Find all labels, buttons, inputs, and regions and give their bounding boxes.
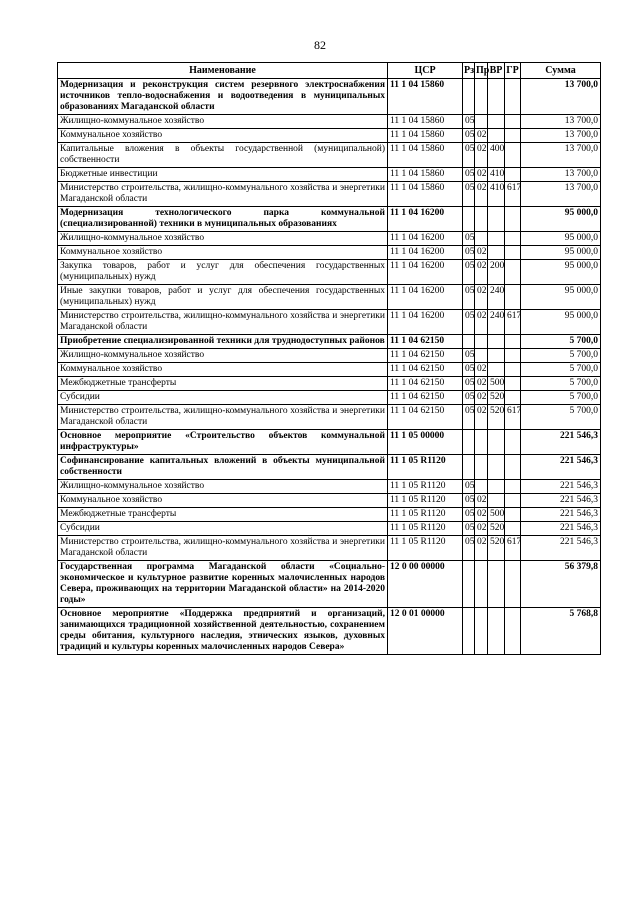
- cell-name: Бюджетные инвестиции: [58, 168, 388, 182]
- cell-name: Модернизация и реконструкция систем резервного электроснабжения источников тепло-водоснабжения и водоотведения в муниципальных образованиях Магаданской области: [58, 79, 388, 115]
- cell-vr: [488, 246, 505, 260]
- cell-rz: 05: [463, 143, 475, 168]
- cell-name: Приобретение специализированной техники для труднодоступных районов: [58, 335, 388, 349]
- cell-name: Министерство строительства, жилищно-коммунального хозяйства и энергетики Магаданской области: [58, 536, 388, 561]
- cell-gr: [505, 561, 521, 608]
- cell-name: Субсидии: [58, 522, 388, 536]
- cell-rz: 05: [463, 405, 475, 430]
- cell-pr: 02: [475, 536, 488, 561]
- cell-vr: 410: [488, 168, 505, 182]
- cell-rz: [463, 561, 475, 608]
- cell-vr: 520: [488, 405, 505, 430]
- cell-name: Коммунальное хозяйство: [58, 246, 388, 260]
- cell-gr: [505, 129, 521, 143]
- table-row: [58, 207, 601, 232]
- cell-gr: [505, 115, 521, 129]
- table-row: [58, 310, 601, 335]
- cell-rz: 05: [463, 377, 475, 391]
- cell-name: Иные закупки товаров, работ и услуг для обеспечения государственных (муниципальных) нужд: [58, 285, 388, 310]
- table-row: [58, 246, 601, 260]
- cell-gr: [505, 455, 521, 480]
- cell-name: Министерство строительства, жилищно-коммунального хозяйства и энергетики Магаданской области: [58, 310, 388, 335]
- cell-pr: 02: [475, 391, 488, 405]
- table-row: [58, 115, 601, 129]
- cell-sum: 5 700,0: [521, 377, 601, 391]
- cell-sum: 13 700,0: [521, 143, 601, 168]
- cell-rz: 05: [463, 480, 475, 494]
- table-row: [58, 377, 601, 391]
- table-row: [58, 608, 601, 655]
- cell-rz: [463, 335, 475, 349]
- cell-sum: 221 546,3: [521, 455, 601, 480]
- cell-gr: 617: [505, 182, 521, 207]
- cell-pr: 02: [475, 143, 488, 168]
- cell-csr: 11 1 04 16200: [388, 207, 463, 232]
- cell-sum: 5 768,8: [521, 608, 601, 655]
- cell-gr: [505, 494, 521, 508]
- cell-rz: 05: [463, 391, 475, 405]
- cell-name: Коммунальное хозяйство: [58, 363, 388, 377]
- table-row: [58, 480, 601, 494]
- header-pr: Пр: [475, 63, 488, 79]
- cell-csr: 11 1 04 15860: [388, 129, 463, 143]
- cell-pr: [475, 207, 488, 232]
- cell-name: Государственная программа Магаданской области «Социально-экономическое и культурное развитие коренных малочисленных народов Севера, проживающих на территории Магаданской области» на 2014-2020 годы»: [58, 561, 388, 608]
- cell-name: Межбюджетные трансферты: [58, 508, 388, 522]
- cell-rz: 05: [463, 536, 475, 561]
- table-row: [58, 143, 601, 168]
- header-sum: Сумма: [521, 63, 601, 79]
- cell-pr: 02: [475, 260, 488, 285]
- cell-rz: 05: [463, 129, 475, 143]
- cell-gr: [505, 349, 521, 363]
- cell-rz: 05: [463, 232, 475, 246]
- cell-vr: [488, 608, 505, 655]
- cell-sum: 221 546,3: [521, 536, 601, 561]
- cell-gr: [505, 168, 521, 182]
- cell-csr: 11 1 04 15860: [388, 143, 463, 168]
- cell-name: Жилищно-коммунальное хозяйство: [58, 349, 388, 363]
- cell-sum: 5 700,0: [521, 363, 601, 377]
- cell-gr: [505, 391, 521, 405]
- cell-sum: 95 000,0: [521, 285, 601, 310]
- cell-vr: [488, 79, 505, 115]
- cell-rz: 05: [463, 508, 475, 522]
- cell-rz: 05: [463, 285, 475, 310]
- header-rz: Рз: [463, 63, 475, 79]
- cell-vr: [488, 349, 505, 363]
- header-gr: ГР: [505, 63, 521, 79]
- cell-vr: [488, 363, 505, 377]
- cell-sum: 221 546,3: [521, 430, 601, 455]
- cell-vr: [488, 480, 505, 494]
- table-row: [58, 349, 601, 363]
- cell-rz: 05: [463, 522, 475, 536]
- table-row: [58, 430, 601, 455]
- cell-gr: [505, 285, 521, 310]
- cell-sum: 13 700,0: [521, 168, 601, 182]
- cell-vr: 240: [488, 285, 505, 310]
- cell-vr: 200: [488, 260, 505, 285]
- budget-table: [57, 62, 601, 655]
- table-row: [58, 79, 601, 115]
- cell-sum: 13 700,0: [521, 129, 601, 143]
- cell-gr: [505, 335, 521, 349]
- cell-csr: 11 1 05 00000: [388, 430, 463, 455]
- cell-sum: 221 546,3: [521, 494, 601, 508]
- cell-csr: 11 1 05 R1120: [388, 536, 463, 561]
- cell-gr: [505, 377, 521, 391]
- cell-sum: 95 000,0: [521, 207, 601, 232]
- cell-name: Субсидии: [58, 391, 388, 405]
- cell-name: Жилищно-коммунальное хозяйство: [58, 115, 388, 129]
- table-row: [58, 129, 601, 143]
- cell-sum: 95 000,0: [521, 232, 601, 246]
- cell-pr: [475, 561, 488, 608]
- header-name: Наименование: [58, 63, 388, 79]
- table-row: [58, 182, 601, 207]
- cell-rz: 05: [463, 363, 475, 377]
- cell-gr: 617: [505, 536, 521, 561]
- cell-csr: 11 1 04 15860: [388, 79, 463, 115]
- cell-gr: [505, 430, 521, 455]
- cell-csr: 11 1 05 R1120: [388, 522, 463, 536]
- cell-sum: 5 700,0: [521, 405, 601, 430]
- cell-vr: 500: [488, 508, 505, 522]
- cell-sum: 95 000,0: [521, 246, 601, 260]
- cell-vr: [488, 455, 505, 480]
- cell-pr: 02: [475, 246, 488, 260]
- table-row: [58, 335, 601, 349]
- cell-name: Жилищно-коммунальное хозяйство: [58, 232, 388, 246]
- cell-name: Софинансирование капитальных вложений в объекты муниципальной собственности: [58, 455, 388, 480]
- cell-pr: [475, 232, 488, 246]
- table-row: [58, 363, 601, 377]
- cell-vr: 500: [488, 377, 505, 391]
- cell-rz: 05: [463, 115, 475, 129]
- cell-pr: 02: [475, 377, 488, 391]
- table-row: [58, 168, 601, 182]
- cell-vr: [488, 129, 505, 143]
- cell-sum: 13 700,0: [521, 115, 601, 129]
- cell-vr: [488, 115, 505, 129]
- cell-name: Межбюджетные трансферты: [58, 377, 388, 391]
- cell-rz: [463, 430, 475, 455]
- cell-rz: [463, 207, 475, 232]
- cell-csr: 11 1 04 62150: [388, 349, 463, 363]
- cell-vr: 240: [488, 310, 505, 335]
- cell-name: Закупка товаров, работ и услуг для обеспечения государственных (муниципальных) нужд: [58, 260, 388, 285]
- cell-gr: [505, 608, 521, 655]
- cell-rz: 05: [463, 182, 475, 207]
- cell-pr: [475, 349, 488, 363]
- cell-rz: 05: [463, 310, 475, 335]
- cell-pr: [475, 115, 488, 129]
- cell-csr: 11 1 04 15860: [388, 168, 463, 182]
- cell-sum: 13 700,0: [521, 182, 601, 207]
- cell-vr: [488, 207, 505, 232]
- cell-name: Модернизация технологического парка коммунальной (специализированной) техники в муниципальных образованиях: [58, 207, 388, 232]
- cell-rz: 05: [463, 246, 475, 260]
- cell-vr: 400: [488, 143, 505, 168]
- cell-gr: [505, 207, 521, 232]
- cell-vr: [488, 561, 505, 608]
- cell-csr: 11 1 04 15860: [388, 182, 463, 207]
- page-number: 82: [314, 38, 326, 52]
- cell-csr: 11 1 04 62150: [388, 335, 463, 349]
- cell-rz: [463, 608, 475, 655]
- cell-rz: 05: [463, 260, 475, 285]
- cell-csr: 11 1 05 R1120: [388, 455, 463, 480]
- cell-csr: 12 0 00 00000: [388, 561, 463, 608]
- table-row: [58, 508, 601, 522]
- table-row: [58, 494, 601, 508]
- cell-sum: 5 700,0: [521, 349, 601, 363]
- cell-name: Основное мероприятие «Строительство объектов коммунальной инфраструктуры»: [58, 430, 388, 455]
- cell-vr: 520: [488, 522, 505, 536]
- cell-csr: 11 1 04 15860: [388, 115, 463, 129]
- cell-gr: [505, 143, 521, 168]
- cell-sum: 56 379,8: [521, 561, 601, 608]
- cell-sum: 221 546,3: [521, 522, 601, 536]
- cell-name: Капитальные вложения в объекты государственной (муниципальной) собственности: [58, 143, 388, 168]
- cell-gr: [505, 508, 521, 522]
- cell-vr: 520: [488, 391, 505, 405]
- cell-sum: 221 546,3: [521, 480, 601, 494]
- cell-sum: 5 700,0: [521, 335, 601, 349]
- table-row: [58, 405, 601, 430]
- cell-rz: [463, 455, 475, 480]
- cell-csr: 11 1 04 16200: [388, 310, 463, 335]
- cell-csr: 11 1 05 R1120: [388, 508, 463, 522]
- cell-csr: 11 1 04 16200: [388, 246, 463, 260]
- cell-vr: [488, 232, 505, 246]
- cell-csr: 11 1 05 R1120: [388, 494, 463, 508]
- header-csr: ЦСР: [388, 63, 463, 79]
- cell-rz: [463, 79, 475, 115]
- cell-name: Министерство строительства, жилищно-коммунального хозяйства и энергетики Магаданской области: [58, 182, 388, 207]
- cell-pr: [475, 79, 488, 115]
- cell-rz: 05: [463, 494, 475, 508]
- cell-pr: [475, 608, 488, 655]
- cell-csr: 11 1 04 62150: [388, 391, 463, 405]
- cell-pr: [475, 480, 488, 494]
- cell-rz: 05: [463, 349, 475, 363]
- cell-vr: 520: [488, 536, 505, 561]
- table-row: [58, 285, 601, 310]
- cell-gr: [505, 480, 521, 494]
- cell-pr: 02: [475, 129, 488, 143]
- cell-sum: 95 000,0: [521, 260, 601, 285]
- table-row: [58, 522, 601, 536]
- cell-name: Основное мероприятие «Поддержка предприятий и организаций, занимающихся традиционной хозяйственной деятельностью, сохранением среды обитания, культурного наследия, этнических языков, духовных традиций и культуры коренных малочисленных народов Севера»: [58, 608, 388, 655]
- cell-pr: 02: [475, 182, 488, 207]
- cell-gr: [505, 522, 521, 536]
- cell-gr: [505, 363, 521, 377]
- table-row: [58, 455, 601, 480]
- cell-pr: 02: [475, 494, 488, 508]
- cell-pr: 02: [475, 508, 488, 522]
- cell-pr: [475, 455, 488, 480]
- cell-pr: 02: [475, 522, 488, 536]
- cell-name: Коммунальное хозяйство: [58, 494, 388, 508]
- cell-csr: 11 1 04 16200: [388, 260, 463, 285]
- cell-pr: [475, 430, 488, 455]
- cell-pr: [475, 335, 488, 349]
- cell-sum: 95 000,0: [521, 310, 601, 335]
- cell-vr: [488, 430, 505, 455]
- header-vr: ВР: [488, 63, 505, 79]
- cell-gr: [505, 260, 521, 285]
- cell-vr: [488, 335, 505, 349]
- cell-name: Жилищно-коммунальное хозяйство: [58, 480, 388, 494]
- cell-pr: 02: [475, 405, 488, 430]
- cell-rz: 05: [463, 168, 475, 182]
- cell-gr: 617: [505, 405, 521, 430]
- cell-gr: 617: [505, 310, 521, 335]
- table-row: [58, 232, 601, 246]
- cell-gr: [505, 232, 521, 246]
- cell-name: Коммунальное хозяйство: [58, 129, 388, 143]
- cell-sum: 13 700,0: [521, 79, 601, 115]
- cell-pr: 02: [475, 285, 488, 310]
- table-row: [58, 561, 601, 608]
- table-header-row: [58, 63, 601, 79]
- table-row: [58, 536, 601, 561]
- cell-csr: 11 1 04 16200: [388, 285, 463, 310]
- cell-csr: 11 1 04 62150: [388, 377, 463, 391]
- cell-gr: [505, 246, 521, 260]
- cell-csr: 11 1 04 62150: [388, 405, 463, 430]
- cell-csr: 11 1 05 R1120: [388, 480, 463, 494]
- cell-csr: 12 0 01 00000: [388, 608, 463, 655]
- cell-sum: 221 546,3: [521, 508, 601, 522]
- cell-name: Министерство строительства, жилищно-коммунального хозяйства и энергетики Магаданской области: [58, 405, 388, 430]
- cell-gr: [505, 79, 521, 115]
- cell-pr: 02: [475, 310, 488, 335]
- cell-csr: 11 1 04 16200: [388, 232, 463, 246]
- cell-pr: 02: [475, 168, 488, 182]
- cell-vr: [488, 494, 505, 508]
- cell-csr: 11 1 04 62150: [388, 363, 463, 377]
- table-row: [58, 260, 601, 285]
- table-row: [58, 391, 601, 405]
- cell-pr: 02: [475, 363, 488, 377]
- cell-sum: 5 700,0: [521, 391, 601, 405]
- cell-vr: 410: [488, 182, 505, 207]
